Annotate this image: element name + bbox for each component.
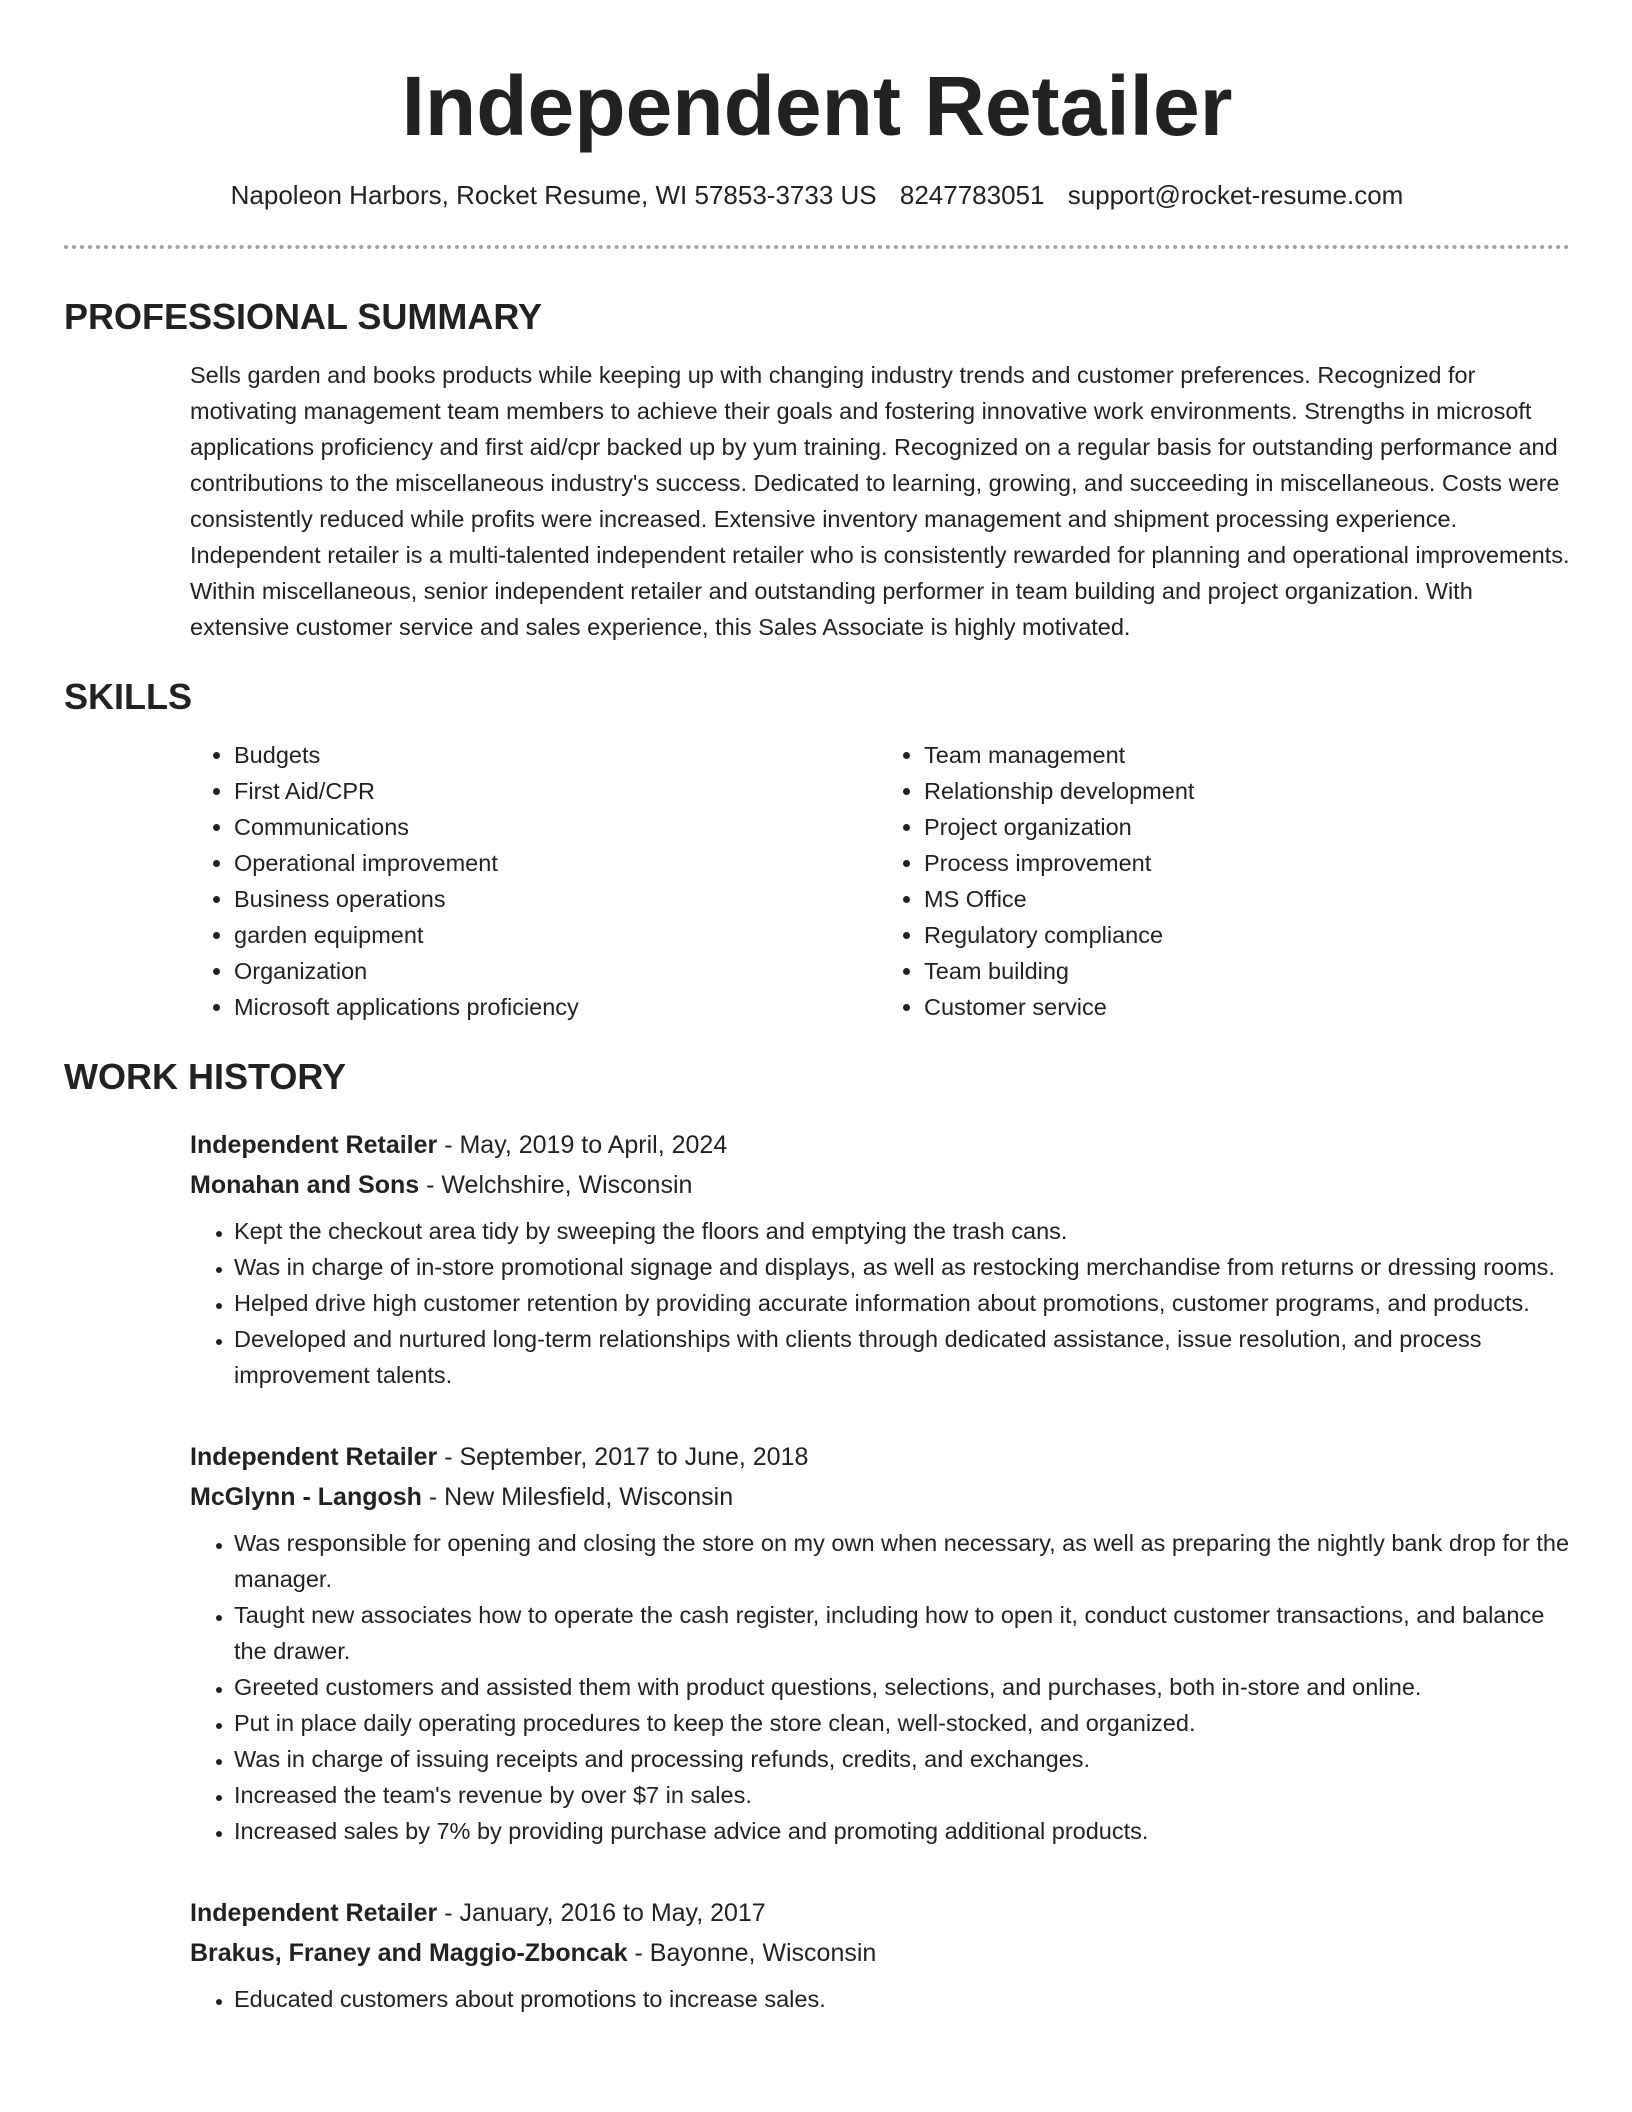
skill-item: • Operational improvement (234, 845, 880, 881)
job-bullet: • Put in place daily operating procedures to keep the store clean, well-stocked, and organized. (234, 1705, 1570, 1741)
work-history-heading: WORK HISTORY (64, 1056, 347, 1097)
skill-item: • Project organization (924, 809, 1570, 845)
job-location: - Welchshire, Wisconsin (419, 1171, 693, 1199)
skill-item: • MS Office (924, 881, 1570, 917)
job-role: Independent Retailer (190, 1131, 438, 1159)
job-bullet: • Developed and nurtured long-term relationships with clients through dedicated assistance, issue resolution, and process improvement talents. (234, 1321, 1570, 1393)
skills-column-right (880, 737, 1570, 1025)
job-company-line (190, 1477, 1570, 1517)
job-bullet: • Was in charge of issuing receipts and processing refunds, credits, and exchanges. (234, 1741, 1570, 1777)
job-company: McGlynn - Langosh (190, 1483, 422, 1511)
summary-text: Sells garden and books products while keeping up with changing industry trends and customer preferences. Recognized for motivating management team members to achieve their goals and fostering innovative work environments. Strengths in microsoft applications proficiency and first aid/cpr backed up by yum training. Recognized on a regular basis for outstanding performance and contributions to the miscellaneous industry's success. Dedicated to learning, growing, and succeeding in miscellaneous. Costs were consistently reduced while profits were increased. Extensive inventory management and shipment processing experience. Independent retailer is a multi-talented independent retailer who is consistently rewarded for planning and operational improvements. Within miscellaneous, senior independent retailer and outstanding performer in team building and project organization. With extensive customer service and sales experience, this Sales Associate is highly motivated. (190, 362, 1570, 640)
skill-item: • Customer service (924, 989, 1570, 1025)
skill-item: • Communications (234, 809, 880, 845)
skill-item: • Process improvement (924, 845, 1570, 881)
job-entry (190, 1125, 1570, 1393)
job-title-line (190, 1893, 1570, 1933)
job-bullet: • Increased the team's revenue by over $7 in sales. (234, 1777, 1570, 1813)
job-company: Monahan and Sons (190, 1171, 420, 1199)
job-dates: - January, 2016 to May, 2017 (437, 1899, 766, 1927)
skill-item: • Relationship development (924, 773, 1570, 809)
skill-item: • Business operations (234, 881, 880, 917)
job-company-line (190, 1933, 1570, 1973)
job-bullets (190, 1981, 1570, 2017)
skill-item: • Microsoft applications proficiency (234, 989, 880, 1025)
job-bullet: • Kept the checkout area tidy by sweeping the floors and emptying the trash cans. (234, 1213, 1570, 1249)
job-role: Independent Retailer (190, 1899, 438, 1927)
job-title-line (190, 1125, 1570, 1165)
header-divider (64, 245, 1570, 249)
skill-item: • garden equipment (234, 917, 880, 953)
job-bullets (190, 1525, 1570, 1849)
resume-name: Independent Retailer (401, 59, 1233, 153)
skill-item: • Regulatory compliance (924, 917, 1570, 953)
job-title-line (190, 1437, 1570, 1477)
job-bullet: • Taught new associates how to operate the cash register, including how to open it, conduct customer transactions, and balance the drawer. (234, 1597, 1570, 1669)
summary-heading: PROFESSIONAL SUMMARY (64, 296, 543, 337)
skill-item: • Organization (234, 953, 880, 989)
skill-item: • First Aid/CPR (234, 773, 880, 809)
job-bullet: • Increased sales by 7% by providing purchase advice and promoting additional products. (234, 1813, 1570, 1849)
job-location: - New Milesfield, Wisconsin (421, 1483, 734, 1511)
job-company-line (190, 1165, 1570, 1205)
skills-list (190, 737, 1570, 1025)
skills-column-left (190, 737, 880, 1025)
skills-heading: SKILLS (64, 676, 193, 717)
job-dates: - May, 2019 to April, 2024 (437, 1131, 728, 1159)
job-bullet: • Helped drive high customer retention by providing accurate information about promotions, customer programs, and products. (234, 1285, 1570, 1321)
contact-email: support@rocket-resume.com (1067, 180, 1404, 210)
work-history-list (190, 1125, 1570, 2017)
contact-line (64, 178, 1570, 212)
job-entry (190, 1893, 1570, 2017)
job-bullets (190, 1213, 1570, 1393)
job-dates: - September, 2017 to June, 2018 (437, 1443, 809, 1471)
job-bullet: • Was responsible for opening and closing the store on my own when necessary, as well as preparing the nightly bank drop for the manager. (234, 1525, 1570, 1597)
job-entry (190, 1437, 1570, 1849)
job-role: Independent Retailer (190, 1443, 438, 1471)
job-bullet: • Educated customers about promotions to increase sales. (234, 1981, 1570, 2017)
skill-item: • Team building (924, 953, 1570, 989)
job-bullet: • Was in charge of in-store promotional signage and displays, as well as restocking merchandise from returns or dressing rooms. (234, 1249, 1570, 1285)
resume-page (64, 0, 1570, 2017)
contact-phone: 8247783051 (899, 180, 1045, 210)
skill-item: • Team management (924, 737, 1570, 773)
contact-address: Napoleon Harbors, Rocket Resume, WI 57853-3733 US (230, 180, 877, 210)
job-company: Brakus, Franey and Maggio-Zboncak (190, 1939, 628, 1967)
job-bullet: • Greeted customers and assisted them with product questions, selections, and purchases, both in-store and online. (234, 1669, 1570, 1705)
job-location: - Bayonne, Wisconsin (627, 1939, 877, 1967)
skill-item: • Budgets (234, 737, 880, 773)
